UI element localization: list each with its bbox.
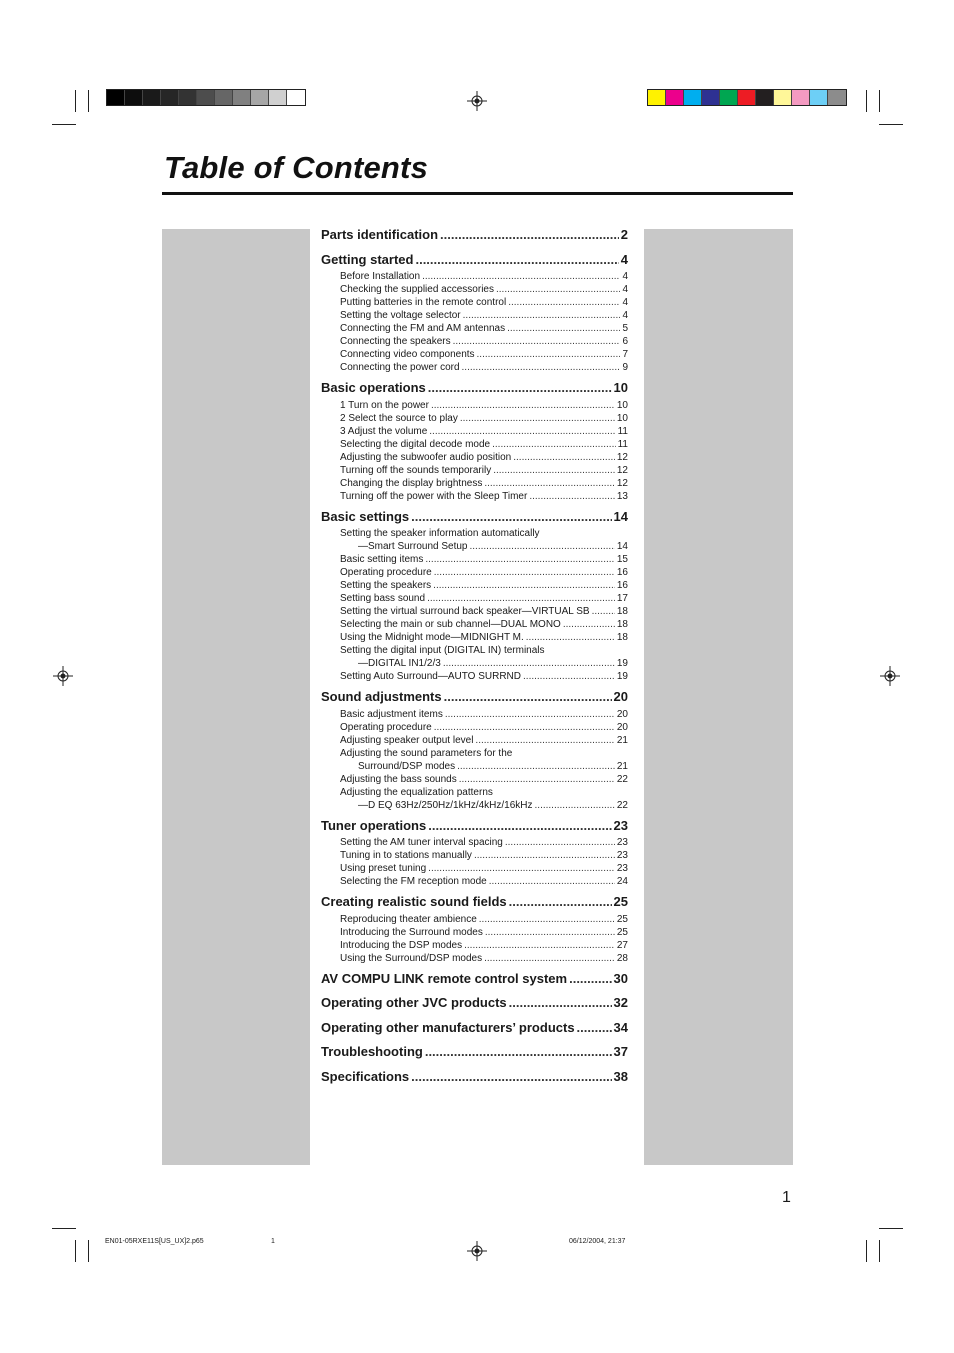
dot-leader	[443, 658, 615, 669]
page-title: Table of Contents	[164, 150, 429, 185]
toc-entry-page: 23	[616, 837, 628, 848]
toc-entry-page: 27	[616, 939, 628, 951]
toc-section	[321, 380, 628, 400]
crop-mark	[88, 90, 89, 112]
toc-subentry	[321, 362, 628, 375]
toc-entry-label: —D EQ 63Hz/250Hz/1kHz/4kHz/16kHz	[358, 799, 533, 811]
toc-entry-label: Specifications	[321, 1068, 410, 1084]
toc-entry-page: 4	[620, 251, 628, 267]
toc-entry-page: 16	[616, 580, 628, 591]
color-swatch	[702, 90, 720, 105]
dot-leader	[429, 426, 615, 437]
toc-entry-page: 25	[616, 913, 628, 925]
crop-mark	[879, 1240, 880, 1262]
toc-entry-label: Checking the supplied accessories	[340, 284, 494, 295]
toc-entry-page: 18	[616, 632, 628, 643]
dot-leader	[523, 671, 615, 682]
dot-leader	[508, 297, 620, 308]
toc-subentry	[321, 927, 628, 940]
toc-entry-label: Operating procedure	[340, 721, 432, 733]
toc-entry-label: Introducing the Surround modes	[340, 926, 483, 938]
toc-section	[321, 252, 628, 272]
toc-subentry	[321, 914, 628, 927]
color-swatch	[738, 90, 756, 105]
dot-leader	[484, 953, 615, 964]
footer-filename: EN01-05RXE11S[US_UX]2.p65	[105, 1238, 204, 1245]
dot-leader	[445, 709, 615, 720]
toc-entry-label: Setting the digital input (DIGITAL IN) terminals	[340, 645, 545, 656]
dot-leader	[425, 554, 615, 565]
toc-entry-label: Basic operations	[321, 380, 426, 395]
toc-entry-label: Using the Midnight mode—MIDNIGHT M.	[340, 632, 524, 643]
color-swatch	[269, 90, 287, 105]
title-rule	[162, 192, 793, 195]
dot-leader	[484, 478, 615, 489]
toc-entry-label: Changing the display brightness	[340, 477, 483, 489]
toc-entry-page: 19	[616, 671, 628, 682]
toc-entry-page: 4	[622, 284, 628, 295]
dot-leader	[470, 541, 615, 552]
toc-entry-label: Operating procedure	[340, 567, 432, 578]
dot-leader	[475, 735, 614, 746]
toc-subentry	[321, 606, 628, 619]
dot-leader	[428, 863, 615, 874]
toc-section	[321, 227, 628, 247]
dot-leader	[492, 439, 616, 450]
footer-page: 1	[271, 1238, 275, 1245]
toc-subentry	[321, 580, 628, 593]
toc-subentry	[321, 413, 628, 426]
dot-leader	[457, 761, 615, 772]
toc-entry-label: Parts identification	[321, 227, 439, 242]
color-swatch	[251, 90, 269, 105]
dot-leader	[411, 1069, 611, 1084]
toc-entry-label: Connecting the FM and AM antennas	[340, 323, 506, 334]
toc-entry-page: 6	[622, 336, 628, 347]
toc-subentry	[321, 632, 628, 645]
color-swatch	[792, 90, 810, 105]
toc-entry-label: Getting started	[321, 251, 414, 267]
toc-entry-label: Selecting the digital decode mode	[340, 438, 491, 450]
color-swatch	[215, 90, 233, 105]
toc-subentry	[321, 787, 628, 800]
toc-entry-label: Using the Surround/DSP modes	[340, 952, 483, 964]
toc-subentry	[321, 528, 628, 541]
color-swatch	[233, 90, 251, 105]
toc-subentry	[321, 774, 628, 787]
toc-section	[321, 818, 628, 838]
toc-entry-page: 17	[616, 593, 628, 604]
toc-entry-label: Introducing the DSP modes	[340, 939, 463, 951]
dot-leader	[513, 452, 615, 463]
toc-entry-label: Adjusting the equalization patterns	[340, 786, 493, 798]
toc-subentry	[321, 940, 628, 953]
toc-section	[321, 894, 628, 914]
toc-entry-label: Selecting the main or sub channel—DUAL MONO	[340, 619, 561, 630]
toc-entry-label: Reproducing theater ambience	[340, 913, 477, 925]
crop-mark	[879, 90, 880, 112]
table-of-contents	[321, 227, 628, 1088]
toc-subentry	[321, 671, 628, 684]
dot-leader	[434, 567, 615, 578]
toc-entry-page: 34	[613, 1019, 628, 1035]
dot-leader	[507, 323, 620, 334]
toc-entry-label: 2 Select the source to play	[340, 412, 458, 424]
toc-entry-page: 19	[616, 658, 628, 669]
crop-mark	[88, 1240, 89, 1262]
toc-subentry	[321, 400, 628, 413]
toc-subentry	[321, 478, 628, 491]
toc-entry-page: 14	[613, 508, 628, 524]
toc-entry-page: 11	[617, 425, 628, 437]
toc-entry-label: Tuning in to stations manually	[340, 850, 472, 861]
toc-entry-label: Turning off the power with the Sleep Timer	[340, 490, 528, 502]
toc-subentry	[321, 800, 628, 813]
registration-mark-icon	[467, 1241, 487, 1261]
color-swatch	[774, 90, 792, 105]
footer-timestamp: 06/12/2004, 21:37	[569, 1238, 626, 1245]
crop-mark	[52, 124, 76, 125]
toc-entry-page: 12	[616, 464, 628, 476]
toc-entry-label: Operating other JVC products	[321, 995, 507, 1010]
crop-mark	[52, 1228, 76, 1229]
crop-mark	[879, 124, 903, 125]
toc-entry-label: Connecting video components	[340, 349, 475, 360]
dot-leader	[529, 491, 615, 502]
dot-leader	[434, 722, 615, 733]
crop-mark	[75, 90, 76, 112]
toc-subentry	[321, 426, 628, 439]
toc-entry-label: Sound adjustments	[321, 689, 442, 704]
toc-entry-label: AV COMPU LINK remote control system	[321, 970, 568, 986]
toc-entry-page: 10	[613, 380, 628, 395]
toc-entry-page: 21	[616, 734, 628, 746]
dot-leader	[509, 995, 612, 1010]
toc-entry-page: 20	[616, 708, 628, 720]
toc-entry-page: 25	[613, 894, 628, 909]
dot-leader	[463, 310, 621, 321]
toc-entry-page: 28	[616, 952, 628, 964]
toc-entry-page: 20	[613, 689, 628, 704]
toc-entry-label: Basic adjustment items	[340, 708, 443, 720]
color-swatch	[143, 90, 161, 105]
dot-leader	[592, 606, 615, 617]
toc-entry-page: 4	[622, 271, 628, 282]
color-swatch	[666, 90, 684, 105]
toc-entry-label: Connecting the speakers	[340, 336, 451, 347]
dot-leader	[453, 336, 621, 347]
toc-entry-page: 37	[613, 1044, 628, 1059]
dot-leader	[433, 580, 615, 591]
dot-leader	[509, 894, 612, 909]
dot-leader	[428, 380, 612, 395]
toc-entry-label: Basic setting items	[340, 554, 424, 565]
toc-entry-label: Adjusting the subwoofer audio position	[340, 451, 512, 463]
toc-entry-label: Operating other manufacturers’ products	[321, 1019, 575, 1035]
toc-entry-label: Creating realistic sound fields	[321, 894, 507, 909]
color-swatch	[828, 90, 846, 105]
dot-leader	[425, 1044, 612, 1059]
toc-entry-page: 38	[613, 1068, 628, 1084]
toc-section	[321, 1020, 628, 1040]
toc-entry-label: Basic settings	[321, 508, 410, 524]
toc-subentry	[321, 850, 628, 863]
dot-leader	[577, 1020, 612, 1035]
toc-entry-label: —Smart Surround Setup	[358, 541, 468, 552]
toc-subentry	[321, 336, 628, 349]
toc-subentry	[321, 837, 628, 850]
toc-entry-page: 23	[616, 850, 628, 861]
dot-leader	[459, 774, 615, 785]
toc-section	[321, 689, 628, 709]
toc-entry-page: 21	[616, 760, 628, 772]
toc-entry-page: 22	[616, 799, 628, 811]
dot-leader	[431, 400, 615, 411]
grayscale-calibration-bar	[106, 89, 306, 106]
toc-entry-label: —DIGITAL IN1/2/3	[358, 658, 441, 669]
toc-subentry	[321, 567, 628, 580]
toc-subentry	[321, 709, 628, 722]
toc-entry-label: Surround/DSP modes	[358, 760, 456, 772]
dot-leader	[415, 252, 618, 267]
dot-leader	[493, 465, 615, 476]
toc-entry-label: Adjusting the sound parameters for the	[340, 747, 513, 759]
toc-entry-page: 22	[616, 773, 628, 785]
toc-subentry	[321, 297, 628, 310]
crop-mark	[75, 1240, 76, 1262]
toc-entry-page: 9	[622, 362, 628, 373]
color-swatch	[197, 90, 215, 105]
dot-leader	[479, 914, 615, 925]
dot-leader	[569, 971, 611, 986]
toc-entry-page: 13	[616, 490, 628, 502]
toc-subentry	[321, 284, 628, 297]
registration-mark-icon	[53, 666, 73, 686]
toc-entry-page: 18	[616, 606, 628, 617]
toc-entry-page: 15	[616, 554, 628, 565]
toc-entry-label: Troubleshooting	[321, 1044, 423, 1059]
toc-entry-page: 23	[616, 863, 628, 874]
color-swatch	[287, 90, 305, 105]
left-gray-panel	[162, 229, 310, 1165]
toc-entry-page: 11	[617, 438, 628, 450]
toc-entry-page: 4	[622, 310, 628, 321]
toc-subentry	[321, 310, 628, 323]
toc-section	[321, 1069, 628, 1089]
page-number: 1	[782, 1189, 791, 1206]
toc-entry-label: Using preset tuning	[340, 863, 427, 874]
dot-leader	[496, 284, 620, 295]
dot-leader	[460, 413, 615, 424]
registration-mark-icon	[467, 91, 487, 111]
toc-entry-page: 32	[613, 995, 628, 1010]
toc-entry-label: Setting Auto Surround—AUTO SURRND	[340, 671, 522, 682]
toc-subentry	[321, 541, 628, 554]
color-swatch	[684, 90, 702, 105]
toc-section	[321, 1044, 628, 1064]
crop-mark	[879, 1228, 903, 1229]
dot-leader	[411, 509, 611, 524]
toc-entry-label: Setting the speaker information automatically	[340, 528, 540, 539]
registration-mark-icon	[880, 666, 900, 686]
toc-entry-page: 18	[616, 619, 628, 630]
toc-subentry	[321, 554, 628, 567]
toc-entry-page: 10	[616, 399, 628, 411]
crop-mark	[866, 1240, 867, 1262]
toc-entry-label: Setting the virtual surround back speaker—VIRTUAL SB	[340, 606, 590, 617]
toc-subentry	[321, 491, 628, 504]
toc-entry-label: Adjusting speaker output level	[340, 734, 474, 746]
toc-entry-page: 14	[616, 541, 628, 552]
toc-entry-label: Setting the speakers	[340, 580, 432, 591]
toc-entry-page: 24	[616, 876, 628, 887]
dot-leader	[427, 593, 615, 604]
toc-subentry	[321, 349, 628, 362]
dot-leader	[464, 940, 615, 951]
dot-leader	[485, 927, 615, 938]
right-gray-panel	[644, 229, 793, 1165]
color-calibration-bar	[647, 89, 847, 106]
toc-subentry	[321, 761, 628, 774]
color-swatch	[107, 90, 125, 105]
color-swatch	[810, 90, 828, 105]
color-swatch	[125, 90, 143, 105]
toc-subentry	[321, 323, 628, 336]
toc-entry-page: 12	[616, 477, 628, 489]
toc-entry-label: Selecting the FM reception mode	[340, 876, 487, 887]
dot-leader	[477, 349, 621, 360]
toc-entry-label: 1 Turn on the power	[340, 399, 429, 411]
toc-entry-label: Putting batteries in the remote control	[340, 297, 507, 308]
toc-entry-page: 25	[616, 926, 628, 938]
color-swatch	[720, 90, 738, 105]
toc-section	[321, 995, 628, 1015]
toc-subentry	[321, 452, 628, 465]
toc-entry-page: 30	[613, 970, 628, 986]
toc-entry-page: 12	[616, 451, 628, 463]
toc-entry-page: 2	[620, 227, 628, 242]
toc-entry-label: Tuner operations	[321, 817, 427, 833]
toc-entry-page: 20	[616, 721, 628, 733]
dot-leader	[474, 850, 615, 861]
toc-entry-page: 5	[622, 323, 628, 334]
toc-subentry	[321, 748, 628, 761]
dot-leader	[505, 837, 615, 848]
toc-subentry	[321, 876, 628, 889]
toc-subentry	[321, 619, 628, 632]
toc-subentry	[321, 271, 628, 284]
dot-leader	[428, 818, 611, 833]
toc-section	[321, 509, 628, 529]
toc-section	[321, 971, 628, 991]
toc-entry-label: 3 Adjust the volume	[340, 425, 428, 437]
toc-subentry	[321, 465, 628, 478]
dot-leader	[535, 800, 615, 811]
dot-leader	[440, 227, 619, 242]
toc-subentry	[321, 863, 628, 876]
toc-subentry	[321, 735, 628, 748]
dot-leader	[444, 689, 612, 704]
toc-entry-label: Setting the voltage selector	[340, 310, 461, 321]
color-swatch	[179, 90, 197, 105]
color-swatch	[161, 90, 179, 105]
toc-entry-page: 10	[616, 412, 628, 424]
toc-entry-label: Setting bass sound	[340, 593, 426, 604]
toc-subentry	[321, 658, 628, 671]
dot-leader	[462, 362, 621, 373]
toc-subentry	[321, 722, 628, 735]
crop-mark	[866, 90, 867, 112]
dot-leader	[563, 619, 615, 630]
color-swatch	[756, 90, 774, 105]
color-swatch	[648, 90, 666, 105]
toc-entry-page: 4	[622, 297, 628, 308]
dot-leader	[526, 632, 615, 643]
toc-subentry	[321, 439, 628, 452]
toc-subentry	[321, 593, 628, 606]
toc-entry-label: Turning off the sounds temporarily	[340, 464, 492, 476]
dot-leader	[489, 876, 615, 887]
toc-entry-label: Adjusting the bass sounds	[340, 773, 457, 785]
toc-entry-page: 7	[622, 349, 628, 360]
toc-entry-label: Before Installation	[340, 271, 421, 282]
toc-entry-page: 16	[616, 567, 628, 578]
dot-leader	[422, 271, 620, 282]
toc-entry-label: Connecting the power cord	[340, 362, 460, 373]
toc-subentry	[321, 953, 628, 966]
toc-entry-page: 23	[613, 817, 628, 833]
toc-entry-label: Setting the AM tuner interval spacing	[340, 837, 503, 848]
toc-subentry	[321, 645, 628, 658]
